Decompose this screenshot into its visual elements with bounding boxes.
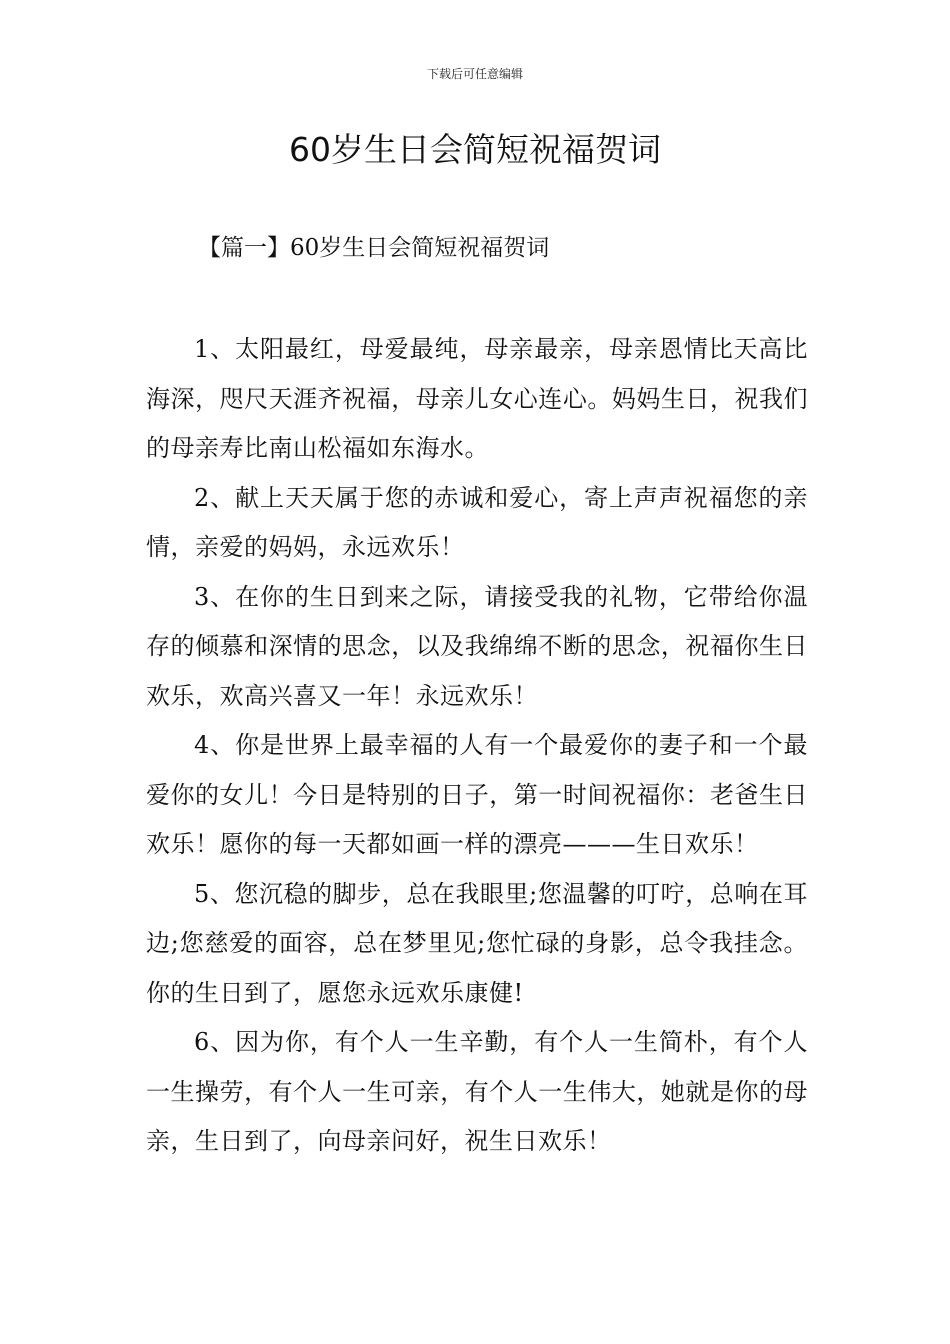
header-note: 下载后可任意编辑 bbox=[426, 67, 523, 81]
body-text bbox=[146, 325, 808, 1167]
document-title: 60岁生日会简短祝福贺词 bbox=[289, 130, 661, 169]
paragraph-6: 6、因为你，有个人一生辛勤，有个人一生简朴，有个人一生操劳，有个人一生可亲，有个人一生伟大，她就是你的母亲，生日到了，向母亲问好，祝生日欢乐！ bbox=[146, 1028, 808, 1155]
section-heading: 【篇一】60岁生日会简短祝福贺词 bbox=[198, 235, 550, 261]
paragraph-5: 5、您沉稳的脚步，总在我眼里;您温馨的叮咛，总响在耳边;您慈爱的面容，总在梦里见;您忙碌的身影，总令我挂念。你的生日到了，愿您永远欢乐康健! bbox=[146, 879, 808, 1007]
paragraph-2: 2、献上天天属于您的赤诚和爱心，寄上声声祝福您的亲情，亲爱的妈妈，永远欢乐！ bbox=[146, 483, 808, 561]
paragraph-1: 1、太阳最红，母爱最纯，母亲最亲，母亲恩情比天高比海深，咫尺天涯齐祝福，母亲儿女心连心。妈妈生日，祝我们的母亲寿比南山松福如东海水。 bbox=[146, 335, 808, 462]
paragraph-4: 4、你是世界上最幸福的人有一个最爱你的妻子和一个最爱你的女儿！今日是特别的日子，第一时间祝福你：老爸生日欢乐！愿你的每一天都如画一样的漂亮———生日欢乐！ bbox=[146, 731, 808, 858]
paragraph-3: 3、在你的生日到来之际，请接受我的礼物，它带给你温存的倾慕和深情的思念，以及我绵绵不断的思念，祝福你生日欢乐，欢高兴喜又一年！永远欢乐！ bbox=[146, 582, 808, 710]
